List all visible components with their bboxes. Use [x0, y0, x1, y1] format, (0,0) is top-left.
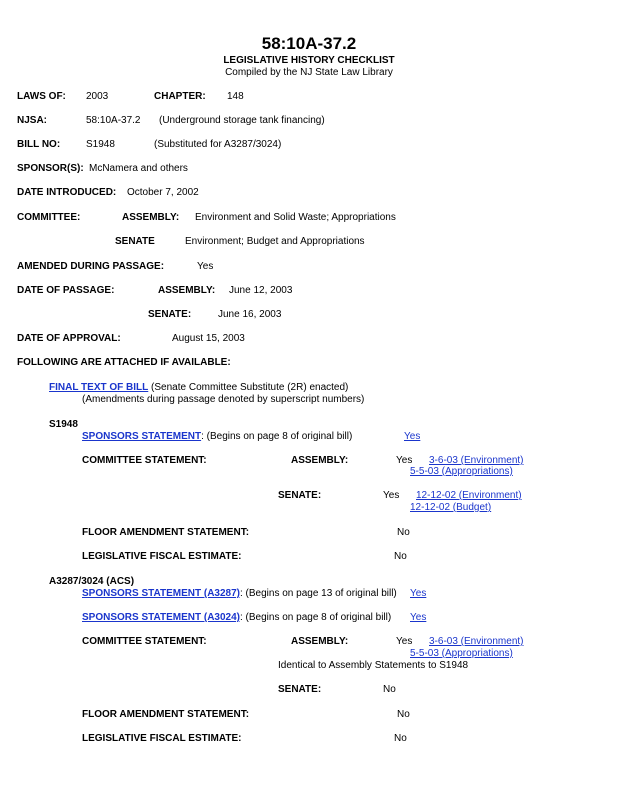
- s1948-floor-value: No: [397, 527, 410, 538]
- laws-of-value: 2003: [86, 91, 109, 102]
- a3024-sponsors-yes-link[interactable]: Yes: [410, 612, 427, 623]
- committee-assembly-label: ASSEMBLY:: [122, 212, 180, 223]
- a3287-senate-value: No: [383, 684, 396, 695]
- a3287-committee-label: COMMITTEE STATEMENT:: [82, 636, 207, 647]
- s1948-heading: S1948: [49, 419, 78, 430]
- passage-senate-value: June 16, 2003: [218, 309, 282, 320]
- a3287-senate-label: SENATE:: [278, 684, 322, 695]
- bill-no-note: (Substituted for A3287/3024): [154, 139, 282, 150]
- a3287-sponsors-statement-link[interactable]: SPONSORS STATEMENT (A3287): [82, 588, 240, 599]
- s1948-assembly-yes: Yes: [396, 455, 413, 466]
- njsa-value: 58:10A-37.2: [86, 115, 141, 126]
- sponsors-label: SPONSOR(S):: [17, 163, 84, 174]
- a3287-fiscal-label: LEGISLATIVE FISCAL ESTIMATE:: [82, 733, 242, 744]
- date-of-approval-value: August 15, 2003: [172, 333, 245, 344]
- a3287-fiscal-value: No: [394, 733, 407, 744]
- committee-senate-value: Environment; Budget and Appropriations: [185, 236, 365, 247]
- date-of-approval-label: DATE OF APPROVAL:: [17, 333, 121, 344]
- s1948-committee-label: COMMITTEE STATEMENT:: [82, 455, 207, 466]
- a3287-floor-label: FLOOR AMENDMENT STATEMENT:: [82, 709, 250, 720]
- page-subtitle: LEGISLATIVE HISTORY CHECKLIST: [223, 55, 395, 66]
- page-title: 58:10A-37.2: [261, 34, 357, 53]
- a3287-assembly-label: ASSEMBLY:: [291, 636, 349, 647]
- njsa-label: NJSA:: [17, 115, 48, 126]
- date-introduced-value: October 7, 2002: [127, 187, 199, 198]
- bill-no-value: S1948: [86, 139, 115, 150]
- s1948-senate-budget-link[interactable]: 12-12-02 (Budget): [410, 502, 492, 513]
- s1948-floor-label: FLOOR AMENDMENT STATEMENT:: [82, 527, 250, 538]
- s1948-sponsors-note: : (Begins on page 8 of original bill): [201, 431, 353, 442]
- sponsors-value: McNamera and others: [89, 163, 188, 174]
- s1948-sponsors-row: [82, 431, 352, 443]
- a3024-sponsors-note: : (Begins on page 8 of original bill): [240, 612, 392, 623]
- s1948-assembly-environment-link[interactable]: 3-6-03 (Environment): [429, 455, 524, 466]
- njsa-description: (Underground storage tank financing): [159, 115, 325, 126]
- bill-no-label: BILL NO:: [17, 139, 61, 150]
- s1948-sponsors-statement-link[interactable]: SPONSORS STATEMENT: [82, 431, 202, 442]
- a3287-identical-note: Identical to Assembly Statements to S1948: [278, 660, 469, 671]
- a3287-sponsors-row: [82, 588, 397, 600]
- a3287-heading: A3287/3024 (ACS): [49, 576, 135, 587]
- final-text-link[interactable]: FINAL TEXT OF BILL: [49, 382, 149, 393]
- s1948-assembly-label: ASSEMBLY:: [291, 455, 349, 466]
- compiled-by: Compiled by the NJ State Law Library: [225, 67, 393, 78]
- amendments-note: (Amendments during passage denoted by superscript numbers): [82, 394, 365, 405]
- s1948-fiscal-label: LEGISLATIVE FISCAL ESTIMATE:: [82, 551, 242, 562]
- s1948-sponsors-yes-link[interactable]: Yes: [404, 431, 421, 442]
- date-introduced-label: DATE INTRODUCED:: [17, 187, 117, 198]
- a3024-sponsors-row: [82, 612, 391, 624]
- committee-senate-label: SENATE: [115, 236, 155, 247]
- passage-assembly-label: ASSEMBLY:: [158, 285, 216, 296]
- a3287-assembly-yes: Yes: [396, 636, 413, 647]
- amended-label: AMENDED DURING PASSAGE:: [17, 261, 165, 272]
- passage-assembly-value: June 12, 2003: [229, 285, 293, 296]
- a3287-sponsors-yes-link[interactable]: Yes: [410, 588, 427, 599]
- date-of-passage-label: DATE OF PASSAGE:: [17, 285, 115, 296]
- a3287-assembly-appropriations-link[interactable]: 5-5-03 (Appropriations): [410, 648, 513, 659]
- final-text-note: (Senate Committee Substitute (2R) enacted): [151, 382, 349, 393]
- committee-label: COMMITTEE:: [17, 212, 81, 223]
- s1948-fiscal-value: No: [394, 551, 407, 562]
- chapter-value: 148: [227, 91, 244, 102]
- chapter-label: CHAPTER:: [154, 91, 206, 102]
- a3024-sponsors-statement-link[interactable]: SPONSORS STATEMENT (A3024): [82, 612, 240, 623]
- committee-assembly-value: Environment and Solid Waste; Appropriations: [195, 212, 396, 223]
- passage-senate-label: SENATE:: [148, 309, 192, 320]
- attached-heading: FOLLOWING ARE ATTACHED IF AVAILABLE:: [17, 357, 231, 368]
- a3287-floor-value: No: [397, 709, 410, 720]
- s1948-assembly-appropriations-link[interactable]: 5-5-03 (Appropriations): [410, 466, 513, 477]
- s1948-senate-yes: Yes: [383, 490, 400, 501]
- s1948-senate-label: SENATE:: [278, 490, 322, 501]
- amended-value: Yes: [197, 261, 214, 272]
- final-text-row: [49, 382, 348, 394]
- laws-of-label: LAWS OF:: [17, 91, 66, 102]
- s1948-senate-environment-link[interactable]: 12-12-02 (Environment): [416, 490, 522, 501]
- a3287-assembly-environment-link[interactable]: 3-6-03 (Environment): [429, 636, 524, 647]
- a3287-sponsors-note: : (Begins on page 13 of original bill): [240, 588, 397, 599]
